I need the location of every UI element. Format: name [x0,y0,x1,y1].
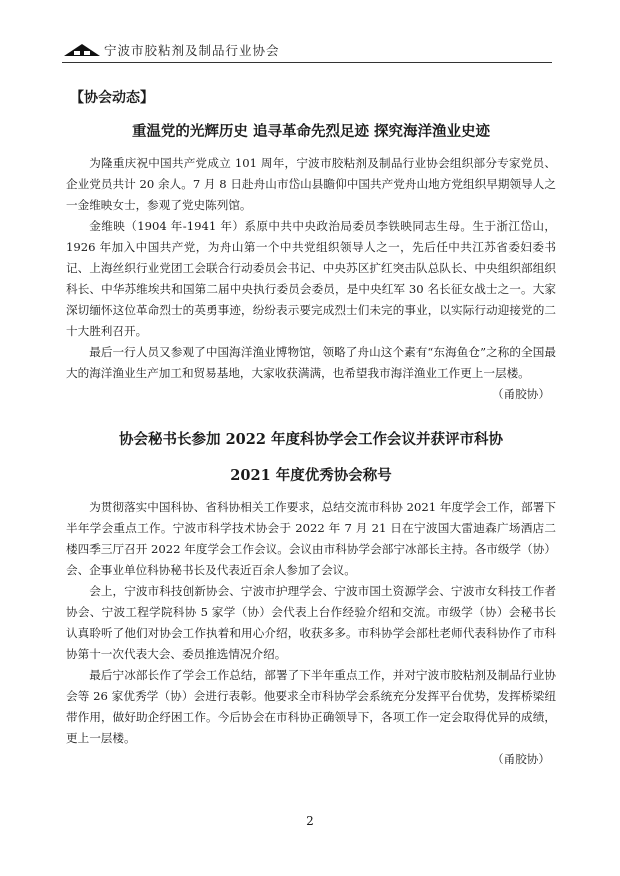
article2-paragraph: 最后宁冰部长作了学会工作总结，部署了下半年重点工作，并对宁波市胶粘剂及制品行业协会等 26 家优秀学（协）会进行表彰。他要求全市科协学会系统充分发挥平台优势，发挥桥梁纽带作用，做好助企纾困工作。今后协会在市科协正确领导下，各项工作一定会取得优异的成绩，更上一层楼。 [66,668,556,745]
article1-signature: （甬胶协） [492,387,550,401]
article2-body [66,497,556,770]
article2-paragraph: 为贯彻落实中国科协、省科协相关工作要求，总结交流市科协 2021 年度学会工作，部署下半年学会重点工作。宁波市科学技术协会于 2022 年 7 月 21 日在宁波国大雷迪森广场酒店二楼四季三厅召开 2022 年度学会工作会议。会议由市科协学会部宁冰部长主持。各市级学（协）会、企事业单位科协秘书长及代表近百余人参加了会议。 [66,500,556,577]
section-label: 【协会动态】 [70,90,154,106]
article2-signature: （甬胶协） [492,752,550,766]
org-name: 宁波市胶粘剂及制品行业协会 [104,43,280,58]
page-number: 2 [306,814,314,828]
article2-paragraph: 会上，宁波市科技创新协会、宁波市护理学会、宁波市国土资源学会、宁波市女科技工作者协会、宁波工程学院科协 5 家学（协）会代表上台作经验介绍和交流。市级学（协）会秘书长认真聆听了他们对协会工作执着和用心介绍，收获多多。市科协学会部杜老师代表科协作了市科协第十一次代表大会、委员推选情况介绍。 [66,584,556,661]
article1-body [66,153,556,405]
article2-title-line2: 2021 年度优秀协会称号 [230,467,392,484]
article2-title-line1: 协会秘书长参加 2022 年度科协学会工作会议并获评市科协 [119,431,503,448]
page-header [62,40,552,63]
article1-paragraph: 最后一行人员又参观了中国海洋渔业博物馆，领略了舟山这个素有“东海鱼仓”之称的全国最大的海洋渔业生产加工和贸易基地，大家收获满满，也希望我市海洋渔业工作更上一层楼。 [66,345,556,380]
article1-paragraph: 为隆重庆祝中国共产党成立 101 周年，宁波市胶粘剂及制品行业协会组织部分专家党员、企业党员共计 20 余人。7 月 8 日赴舟山市岱山县瞻仰中国共产党舟山地方党组织早期领导人之一金维映女士，参观了党史陈列馆。 [66,156,556,212]
association-logo-icon [64,42,100,58]
article1-paragraph: 金维映（1904 年-1941 年）系原中共中央政治局委员李铁映同志生母。生于浙江岱山，1926 年加入中国共产党，为舟山第一个中共党组织领导人之一，先后任中共江苏省委妇委书记、上海丝织行业党团工会联合行动委员会书记、中央苏区扩红突击队总队长、中央组织部组织科长、中华苏维埃共和国第二届中央执行委员会委员，是中央红军 30 名长征女战士之一。大家深切缅怀这位革命烈士的英勇事迹，纷纷表示要完成烈士们未完的事业，以实际行动迎接党的二十大胜利召开。 [66,219,556,338]
article1-title: 重温党的光辉历史 追寻革命先烈足迹 探究海洋渔业史迹 [131,123,491,140]
